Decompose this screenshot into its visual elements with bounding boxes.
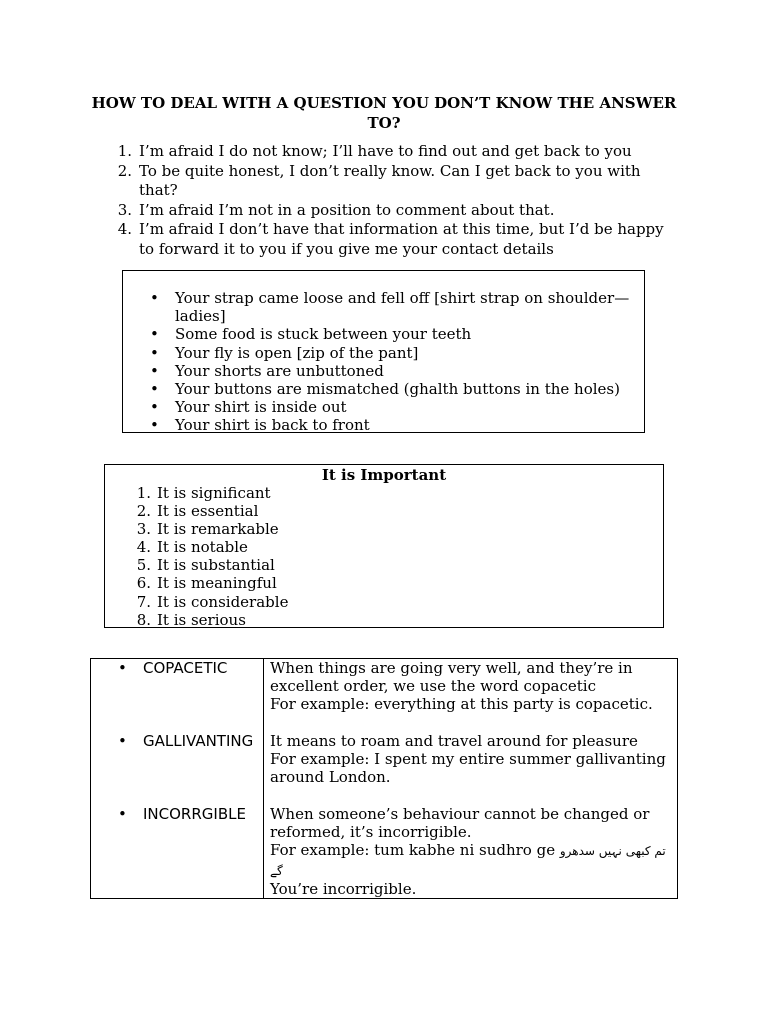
definition-text: When someone’s behaviour cannot be changed or reformed, it’s incorrigible.	[270, 805, 650, 842]
definition-text: When things are going very well, and they’re in excellent order, we use the word copacetic	[270, 659, 633, 696]
table-row	[91, 659, 678, 733]
answer-list	[108, 142, 683, 260]
term-cell: • INCORRGIBLE	[91, 805, 264, 899]
term-text: COPACETIC	[143, 659, 228, 677]
vocabulary-table	[90, 658, 678, 899]
list-item: • Your shirt is back to front	[150, 416, 370, 435]
list-item: • Your shirt is inside out	[150, 398, 347, 417]
list-item: 4. I’m afraid I don’t have that information at this time, but I’d be happy to forward it to you if you give me your contact details	[117, 220, 664, 258]
page-title: HOW TO DEAL WITH A QUESTION YOU DON’T KNOW THE ANSWER TO?	[91, 94, 677, 132]
table-row	[91, 732, 678, 805]
example-text: For example: I spent my entire summer gallivanting around London.	[270, 750, 666, 787]
term-cell: • GALLIVANTING	[91, 732, 264, 805]
list-item: • Your shorts are unbuttoned	[150, 361, 384, 380]
list-item: 3. I’m afraid I’m not in a position to comment about that.	[117, 200, 555, 219]
term-text: GALLIVANTING	[143, 732, 254, 750]
definition-text: It means to roam and travel around for pleasure	[270, 732, 638, 750]
list-item: 4. It is notable	[136, 538, 248, 557]
list-item: 8. It is serious	[136, 610, 246, 629]
term-cell: • COPACETIC	[91, 659, 264, 733]
list-item: 1. I’m afraid I do not know; I’ll have to find out and get back to you	[117, 142, 632, 160]
example-text: For example: everything at this party is copacetic.	[270, 695, 653, 714]
translation-text: You’re incorrigible.	[270, 879, 417, 898]
synonym-list	[131, 484, 288, 629]
term-text: INCORRGIBLE	[143, 805, 246, 823]
list-item: • Some food is stuck between your teeth	[150, 325, 472, 344]
definition-cell	[264, 732, 678, 805]
list-item: • Your buttons are mismatched (ghalth buttons in the holes)	[150, 380, 620, 399]
list-item: 2. To be quite honest, I don’t really know. Can I get back to you with that?	[117, 161, 641, 200]
list-item: 1. It is significant	[136, 484, 271, 502]
list-item: • Your strap came loose and fell off [shirt strap on shoulder—ladies]	[150, 289, 630, 326]
urdu-text: تم کبھی نہیں سدھرو گے	[270, 844, 666, 878]
definition-cell	[264, 805, 678, 899]
wardrobe-tips-list	[150, 289, 630, 435]
box-heading: It is Important	[321, 466, 447, 484]
list-item: • Your fly is open [zip of the pant]	[150, 343, 419, 362]
definition-cell	[264, 659, 678, 733]
wardrobe-tips-box	[122, 270, 645, 433]
example-text: For example: tum kabhe ni sudhro ge تم کبھی نہیں سدھرو گے	[270, 841, 666, 878]
list-item: 2. It is essential	[136, 502, 259, 521]
list-item: 5. It is substantial	[136, 556, 275, 575]
list-item: 7. It is considerable	[136, 592, 289, 611]
important-synonyms-box	[104, 464, 664, 628]
list-item: 6. It is meaningful	[136, 574, 277, 593]
list-item: 3. It is remarkable	[136, 520, 279, 539]
table-row	[91, 805, 678, 899]
